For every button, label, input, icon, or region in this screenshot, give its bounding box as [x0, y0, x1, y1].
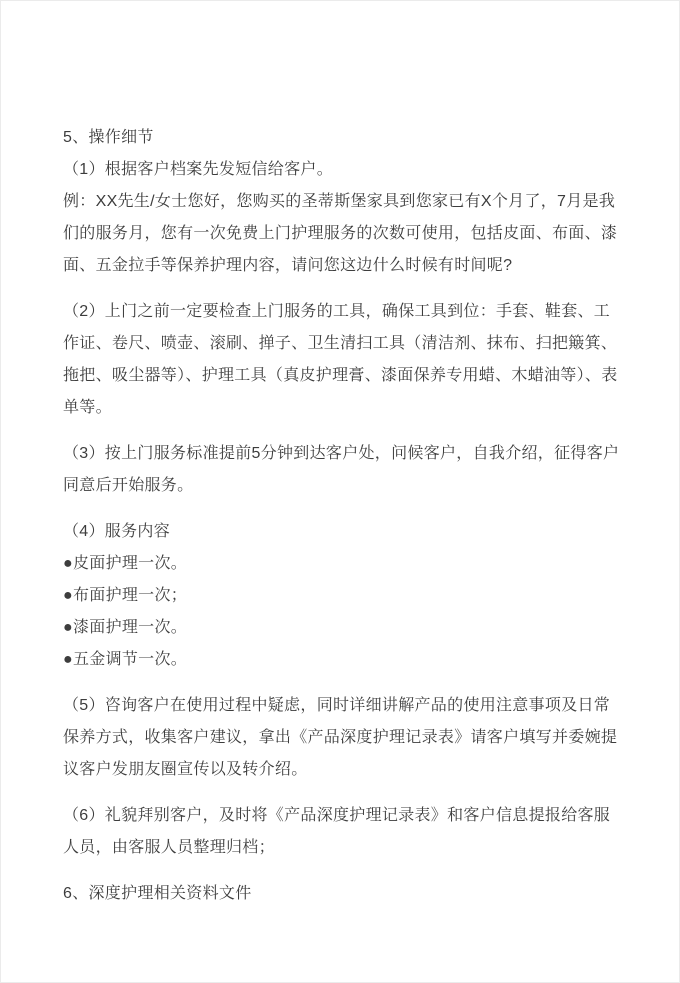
step-5: （5）咨询客户在使用过程中疑虑，同时详细讲解产品的使用注意事项及日常保养方式，收集客户建议，拿出《产品深度护理记录表》请客户填写并委婉提议客户发朋友圈宣传以及转介绍。: [63, 697, 618, 778]
step-2: （2）上门之前一定要检查上门服务的工具，确保工具到位：手套、鞋套、工作证、卷尺、喷壶、滚刷、掸子、卫生清扫工具（清洁剂、抹布、扫把簸箕、拖把、吸尘器等）、护理工具（真皮护理膏、漆面保养专用蜡、木蜡油等）、表单等。: [63, 303, 618, 416]
service-list-item: ●皮面护理一次。: [63, 555, 188, 572]
sms-example-paragraph: 例：XX先生/女士您好，您购买的圣蒂斯堡家具到您家已有X个月了，7月是我们的服务月，您有一次免费上门护理服务的次数可使用，包括皮面、布面、漆面、五金拉手等保养护理内容，请问您这边什么时候有时间呢?: [63, 193, 618, 274]
section-heading-6: 6、深度护理相关资料文件: [63, 885, 252, 902]
document-body: [1, 1, 679, 910]
service-list-item: ●五金调节一次。: [63, 651, 188, 668]
service-list-item: ●漆面护理一次。: [63, 619, 188, 636]
step-6: （6）礼貌拜别客户，及时将《产品深度护理记录表》和客户信息提报给客服人员，由客服人员整理归档；: [63, 807, 611, 856]
step-1: （1）根据客户档案先发短信给客户。: [63, 161, 333, 178]
service-content-list: [63, 548, 621, 676]
step-3: （3）按上门服务标准提前5分钟到达客户处，问候客户，自我介绍，征得客户同意后开始服务。: [63, 445, 620, 494]
section-heading-5: 5、操作细节: [63, 129, 154, 146]
step-4-heading: （4）服务内容: [63, 523, 170, 540]
service-list-item: ●布面护理一次；: [63, 587, 188, 604]
